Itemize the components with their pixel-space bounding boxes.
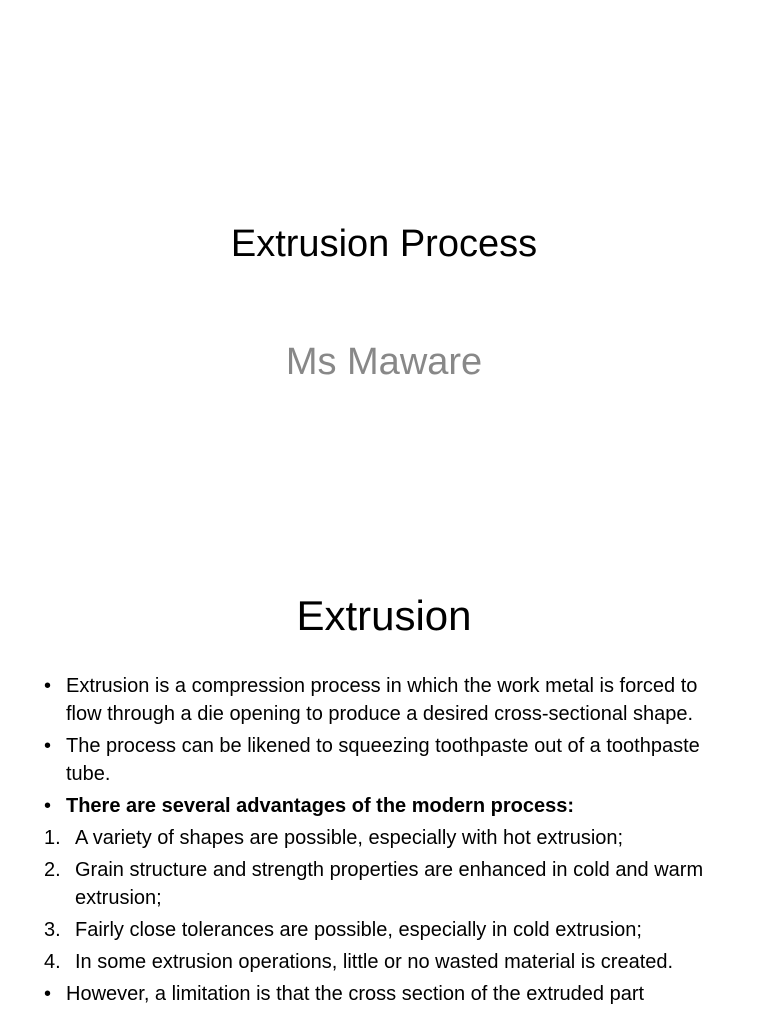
bullet-item [44, 732, 734, 788]
bullet-marker: • [44, 795, 52, 817]
bullet-text: There are several advantages of the modern process: [66, 795, 574, 817]
numbered-item [44, 824, 734, 852]
slide-title: Extrusion [296, 592, 472, 639]
bullet-list [44, 672, 734, 1012]
content-slide [0, 576, 768, 1024]
numbered-item [44, 856, 734, 912]
bullet-item [44, 980, 734, 1008]
slide-subtitle: Ms Maware [285, 341, 483, 383]
bullet-marker: • [44, 735, 52, 757]
bullet-text: However, a limitation is that the cross section of the extruded part [66, 983, 645, 1005]
bullet-item [44, 672, 734, 728]
numbered-item [44, 948, 734, 976]
slide-title: Extrusion Process [230, 223, 538, 265]
numbered-text: A variety of shapes are possible, especially with hot extrusion; [75, 827, 624, 849]
number-marker: 3. [44, 919, 61, 941]
numbered-text: Grain structure and strength properties are enhanced in cold and warm extrusion; [75, 859, 704, 909]
number-marker: 2. [44, 859, 61, 881]
bullet-text: The process can be likened to squeezing toothpaste out of a toothpaste tube. [66, 735, 700, 785]
numbered-item [44, 916, 734, 944]
bullet-text: Extrusion is a compression process in which the work metal is forced to flow through a die opening to produce a desired cross-sectional shape. [66, 675, 698, 725]
bullet-item [44, 792, 734, 820]
numbered-text: Fairly close tolerances are possible, especially in cold extrusion; [75, 919, 642, 941]
numbered-text: In some extrusion operations, little or no wasted material is created. [75, 951, 674, 973]
number-marker: 4. [44, 951, 61, 973]
number-marker: 1. [44, 827, 61, 849]
bullet-marker: • [44, 675, 52, 697]
bullet-marker: • [44, 983, 52, 1005]
